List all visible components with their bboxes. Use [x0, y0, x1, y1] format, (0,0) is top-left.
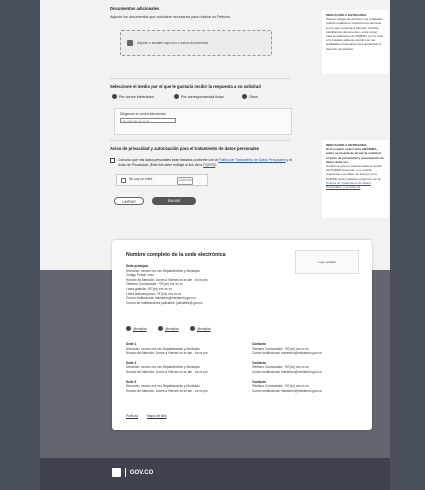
response-section: [110, 84, 290, 89]
branch-line: Horario de Atención: Lunes a Viernes xx:xx am - xx:xx pm: [126, 351, 208, 356]
send-button[interactable]: ENVIAR: [152, 197, 196, 205]
note-title: INDICACIÓN A ENTIDADES:: [326, 143, 368, 147]
right-margin: [390, 0, 425, 490]
contacts-column: [252, 342, 367, 393]
radio-selected-icon: [112, 94, 117, 99]
privacy-section: [110, 146, 290, 151]
divider: [110, 140, 290, 141]
note-body: Para el cargue de archivos, las entidades podrán establecer restricciones técnicas (en lo que respecta a formato, tamaño, cantidad de documentos, entre otros) para la radicación de PQRSD, por lo cual, el formulario deberá cumplir con las facilidades necesarias para garantizar el derecho de petición.: [326, 17, 384, 51]
facebook-icon: [126, 326, 131, 331]
recaptcha-logo: reCAPTCHA: [177, 177, 193, 185]
attach-icon: [127, 40, 133, 46]
radio-other[interactable]: Otros: [242, 94, 258, 99]
social-twitter[interactable]: @entidad: [158, 326, 179, 331]
main-office-line: Teléfono Conmutador: +57(xx) xxx xx xx: [126, 282, 183, 287]
note-policy-link[interactable]: Política de Tratamiento de Datos Personales, y el aviso de: [326, 180, 371, 190]
branches-column: [126, 342, 246, 393]
response-title: Seleccione el medio por el que le gustaría recibir la respuesta a su solicitud: [110, 84, 261, 89]
branch-line: Horario de Atención: Lunes a Viernes xx:xx am - xx:xx pm: [126, 388, 208, 393]
branch-line: Dirección: xxxxxx xxx xxx Departamento y Municipio: [126, 384, 200, 389]
pqrsd-link[interactable]: PQRSD: [203, 162, 216, 167]
email-card: [114, 108, 292, 135]
contact-line: Correo institucional: ministerio@ministerio.gov.co: [252, 388, 322, 393]
branch-line: Dirección: xxxxxx xxx xxx Departamento y Municipio: [126, 365, 200, 370]
radio-physical-mail[interactable]: Por correspondencia física: [174, 94, 224, 99]
left-margin: [0, 0, 40, 490]
contact-line: Teléfono Conmutador: +57(xx) xxx xx xx: [252, 384, 309, 389]
email-label: Diligencie el correo electrónico: [120, 112, 167, 116]
social-instagram[interactable]: @entidad: [190, 326, 211, 331]
govco-brand: GOV.CO: [129, 469, 154, 476]
policies-link[interactable]: Políticas: [126, 414, 139, 418]
note-body-bold: Si el usuario selecciona ANÓNIMA, antes se inserta de enviar la solicitud el texto de privacidad y autorización de datos debe ser.: [326, 147, 384, 164]
privacy-checkbox[interactable]: [110, 158, 115, 163]
instagram-icon: [190, 326, 195, 331]
contact-title: Contacto: [252, 360, 266, 365]
documents-description: Adjunte los documentos que considere necesarios para realizar su Petición: [110, 15, 230, 19]
branch-line: Dirección: xxxxxx xxx xxx Departamento y Municipio: [126, 346, 200, 351]
main-office-line: Dirección: xxxxxx xxx xxx Departamento y Municipio: [126, 268, 200, 273]
captcha-checkbox[interactable]: [121, 178, 126, 183]
contact-line: Teléfono Conmutador: +57(xx) xxx xx xx: [252, 365, 309, 370]
main-office: [126, 264, 286, 305]
note-body: Conforme que he seleccionado la opción de PQRSD Anónima, y no solicito respuesta. Los datos se incluye en la PQRSD serán tratados conforme con la: [326, 164, 383, 181]
upload-hint: Adjunte o arrastre aquí uno o varios documentos: [137, 40, 209, 45]
file-upload-dropzone[interactable]: [120, 30, 272, 56]
colombia-crest-icon: [112, 468, 121, 477]
social-facebook[interactable]: @entidad: [126, 326, 147, 331]
privacy-title: Aviso de privacidad y autorización para el tratamiento de datos personales: [110, 146, 260, 151]
email-field[interactable]: Ej: ejemplo de texto: [120, 118, 176, 123]
clear-button[interactable]: LIMPIAR: [114, 197, 144, 205]
footer-card: [112, 240, 372, 430]
main-office-line: Línea gratuita: +57(xx) xxx xx xx: [126, 286, 172, 291]
radio-email[interactable]: Por correo electrónico: [112, 94, 154, 99]
main-office-title: Sede principal: [126, 264, 148, 268]
contact-line: Teléfono Conmutador: +57(xx) xxx xx xx: [252, 346, 309, 351]
captcha-label: No soy un robot: [129, 177, 153, 182]
twitter-icon: [158, 326, 163, 331]
contact-title: Contacto: [252, 379, 266, 384]
main-office-line: Línea anticorrupción: +57(xx) xxx xx xx: [126, 291, 182, 296]
branch-title: Sede 2: [126, 360, 137, 365]
note-title: INDICACIÓN A ENTIDADES:: [326, 13, 368, 17]
captcha-widget: [116, 174, 208, 186]
main-office-line: Correo de notificaciones judiciales: judiciales@.gov.co: [126, 300, 203, 305]
govco-logo[interactable]: [112, 468, 153, 477]
branch-title: Sede 1: [126, 342, 137, 346]
branch-line: Horario de Atención: Lunes a Viernes xx:xx am - xx:xx pm: [126, 369, 208, 374]
site-name: Nombre completo de la sede electrónica: [126, 252, 226, 258]
main-office-line: Correo institucional: ministerio@ministerio.gov.co: [126, 296, 196, 301]
main-office-line: Código Postal: xxxx: [126, 273, 154, 278]
branch-title: Sede 3: [126, 379, 137, 384]
separator: [125, 468, 126, 477]
contact-line: Correo institucional: ministerio@ministerio.gov.co: [252, 369, 322, 374]
entity-logo: Logo entidad: [295, 250, 359, 274]
radio-icon: [174, 94, 179, 99]
response-radio-group: [110, 94, 290, 102]
sitemap-link[interactable]: Mapa del sitio: [146, 414, 167, 418]
documents-title: Documentos adicionales: [110, 6, 160, 11]
bottom-links: [126, 414, 167, 419]
note-anonymous: [322, 140, 388, 218]
contact-title: Contacto: [252, 342, 266, 346]
privacy-consent: [110, 158, 300, 167]
radio-icon: [242, 94, 247, 99]
contact-line: Correo institucional: ministerio@ministerio.gov.co: [252, 351, 322, 356]
privacy-text: Conozco que mis datos personales sean tratados conforme con la Política de Tratamiento de Datos Personales y el Aviso de Privacidad. (Este link debe redirigir al link de la PQRSD): [118, 158, 292, 167]
govco-bar: [40, 458, 390, 490]
divider: [110, 78, 290, 79]
documents-section: [110, 6, 290, 20]
note-upload: [322, 10, 388, 74]
main-office-line: Horario de Atención: Lunes a Viernes xx:xx am - xx:xx pm: [126, 277, 208, 282]
privacy-policy-link[interactable]: Política de Tratamiento de Datos Personales: [218, 158, 286, 162]
